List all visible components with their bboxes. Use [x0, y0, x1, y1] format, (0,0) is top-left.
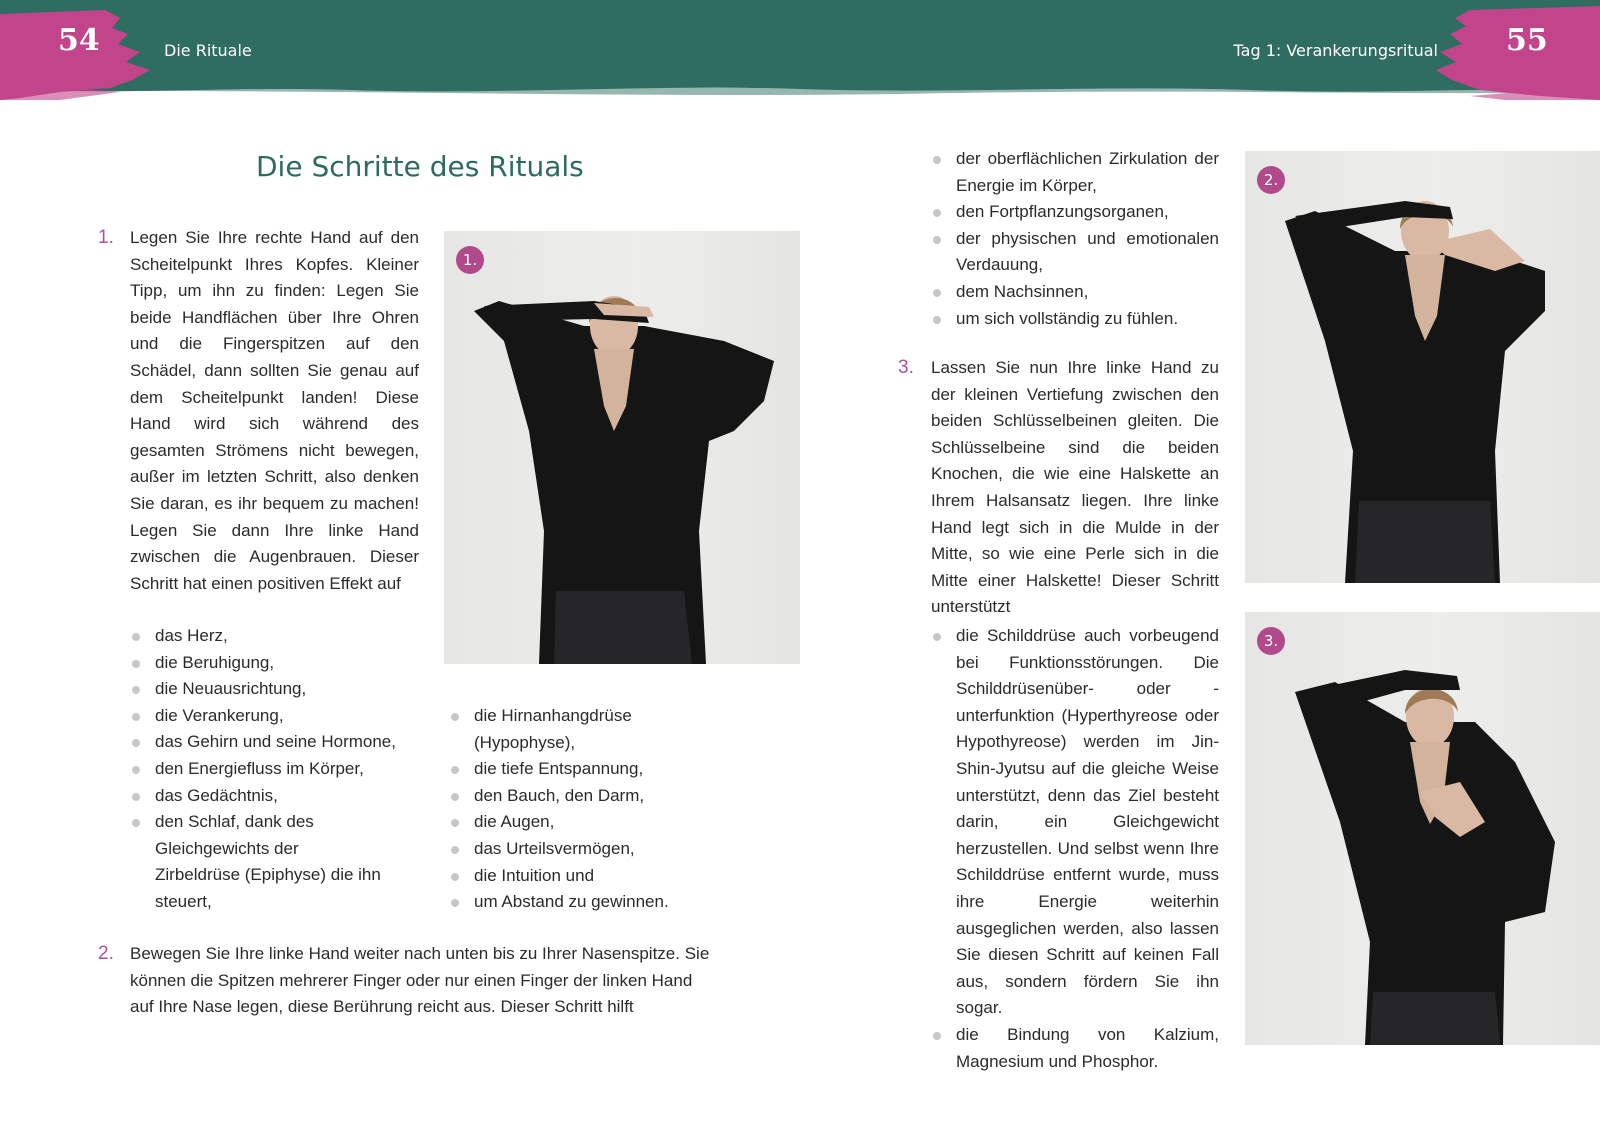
step-3-photo — [1245, 612, 1600, 1045]
list-item: der oberflächlichen Zirkulation der Energie im Körper, — [931, 146, 1219, 199]
step-3-photo-badge: 3. — [1257, 627, 1285, 655]
list-item: das Urteilsvermögen, — [449, 836, 719, 863]
step-2-photo — [1245, 151, 1600, 583]
step-3-number: 3. — [898, 357, 914, 378]
step-1-bullets-col-1 — [130, 623, 400, 916]
step-1-number: 1. — [98, 227, 114, 248]
step-2-number: 2. — [98, 943, 114, 964]
page-header — [0, 0, 1600, 100]
list-item: den Energiefluss im Körper, — [130, 756, 400, 783]
right-page-number: 55 — [1506, 23, 1548, 58]
right-running-head: Tag 1: Verankerungsritual — [1233, 41, 1438, 60]
list-item: um sich vollständig zu fühlen. — [931, 306, 1219, 333]
section-title: Die Schritte des Rituals — [256, 150, 584, 183]
step-2-text: Bewegen Sie Ihre linke Hand weiter nach unten bis zu Ihrer Nasenspitze. Sie können die Spitzen mehrerer Finger oder nur einen Finger der linken Hand auf Ihre Nase legen, diese Berührung reicht aus. Dieser Schritt hilft — [130, 944, 710, 1017]
list-item: die Bindung von Kalzium, Magnesium und Phosphor. — [931, 1022, 1219, 1075]
list-item: die Intuition und — [449, 863, 719, 890]
list-item: das Herz, — [130, 623, 400, 650]
list-item: die Neuausrichtung, — [130, 676, 400, 703]
list-item: um Abstand zu gewinnen. — [449, 889, 719, 916]
list-item: den Schlaf, dank des Gleichgewichts der Zirbeldrüse (Epiphyse) die ihn steuert, — [130, 809, 385, 915]
woman-finger-on-nose-illustration — [1245, 151, 1600, 583]
list-item: die Verankerung, — [130, 703, 400, 730]
list-item: das Gedächtnis, — [130, 783, 400, 810]
step-1-photo-badge: 1. — [456, 246, 484, 274]
woman-hand-on-collarbone-illustration — [1245, 612, 1600, 1045]
step-1-text: Legen Sie Ihre rechte Hand auf den Scheitelpunkt Ihres Kopfes. Kleiner Tipp, um ihn zu finden: Legen Sie beide Handflächen über Ihre Ohren und die Fingerspitzen auf den Schädel, dann sollten Sie genau auf dem Scheitelpunkt landen! Diese Hand wird sich während des gesamten Strömens nicht bewegen, außer im letzten Schritt, also denken Sie daran, es ihr bequem zu machen! Legen Sie dann Ihre linke Hand zwischen die Augenbrauen. Dieser Schritt hat einen positiven Effekt auf — [130, 228, 419, 593]
woman-hand-on-forehead-illustration — [444, 231, 800, 664]
list-item: den Fortpflanzungsorganen, — [931, 199, 1219, 226]
list-item: die Schilddrüse auch vorbeugend bei Funktionsstörungen. Die Schilddrüsenüber- oder -unterfunktion (Hyperthyreose oder Hypothyreose) werden im Jin-Shin-Jyutsu auf die gleiche Weise unterstützt, denn das Ziel besteht darin, ein Gleichgewicht herzustellen. Und selbst wenn Ihre Schilddrüse entfernt wurde, muss ihre Energie weiterhin ausgeglichen werden, also lassen Sie diesen Schritt auf keinen Fall aus, sondern fördern Sie ihn sogar. — [931, 623, 1219, 1022]
list-item: die Beruhigung, — [130, 650, 400, 677]
list-item: die Hirnanhangdrüse (Hypophyse), — [449, 703, 702, 756]
left-page-number: 54 — [58, 23, 100, 58]
left-running-head: Die Rituale — [164, 41, 252, 60]
step-2-photo-badge: 2. — [1257, 166, 1285, 194]
list-item: die tiefe Entspannung, — [449, 756, 719, 783]
step-1-photo — [444, 231, 800, 664]
list-item: das Gehirn und seine Hormone, — [130, 729, 400, 756]
step-3-bullets — [931, 623, 1219, 1075]
step-1-bullets-col-2 — [449, 703, 719, 916]
step-3-text: Lassen Sie nun Ihre linke Hand zu der kleinen Vertiefung zwischen den beiden Schlüsselbeinen gleiten. Die Schlüsselbeine sind die beiden Knochen, die wie eine Halskette an Ihrem Halsansatz liegen. Ihre linke Hand legt sich in die Mulde in der Mitte, so wie eine Perle sich in die Mitte einer Halskette! Dieser Schritt unterstützt — [931, 358, 1219, 617]
list-item: der physischen und emotionalen Verdauung, — [931, 226, 1219, 279]
list-item: die Augen, — [449, 809, 719, 836]
list-item: den Bauch, den Darm, — [449, 783, 719, 810]
list-item: dem Nachsinnen, — [931, 279, 1219, 306]
step-2-bullets — [931, 146, 1219, 332]
